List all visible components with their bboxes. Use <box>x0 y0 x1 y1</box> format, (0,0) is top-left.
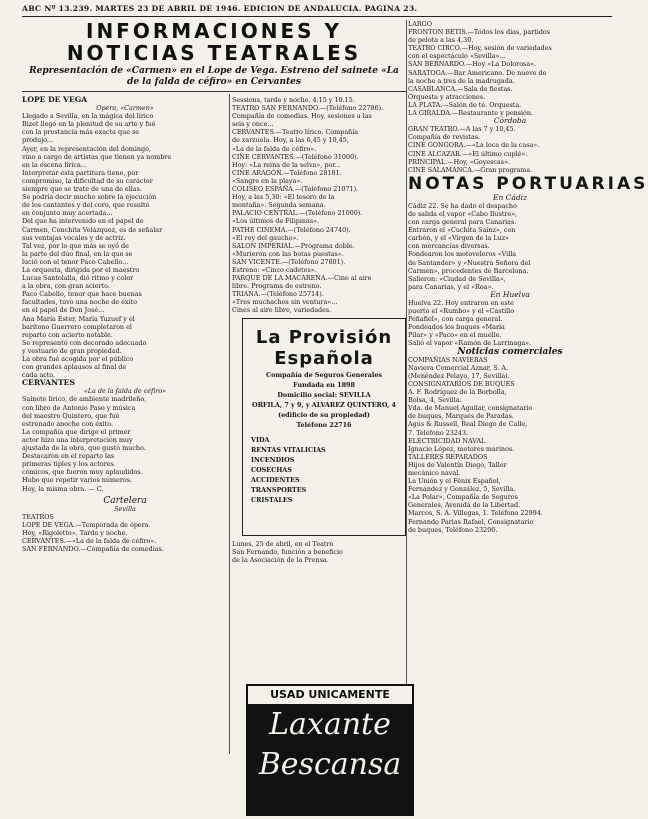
ad-line: COSECHAS <box>251 466 292 474</box>
text-line: «La de la falda de céfiro». <box>232 144 317 153</box>
cartelera-title: Cartelera <box>103 495 147 506</box>
section-subheading: Opera, «Carmen» <box>96 104 154 113</box>
text-line: siempre que se trate de una de ellas. <box>22 185 142 194</box>
text-line: con libro de Antonio Paso y música <box>22 403 136 412</box>
text-line: Huelva 22. Hoy entraron en este <box>408 299 514 307</box>
text-line: reparto con acierto notable. <box>22 330 113 339</box>
text-line: Fondeados los buques «María <box>408 323 505 332</box>
text-line: de Santander» y «Nuestra Señora del <box>408 258 531 267</box>
text-line: CERVANTES.—«La de la falda de céfiro». <box>22 537 157 546</box>
text-line: San Fernando, función a beneficio <box>232 548 343 557</box>
text-line: Interpretar esta partitura tiene, por <box>22 168 139 177</box>
text-line: Vda. de Manuel Aguilar, consignatario <box>408 404 533 413</box>
text-line: Entraron el «Cuchita Sainz», con <box>408 226 516 235</box>
text-line: SAN FERNANDO.—Compañía de comedias. <box>22 545 164 554</box>
ad-line: CRISTALES <box>251 496 293 504</box>
text-line: de pelota a las 4,30. <box>408 36 474 45</box>
text-line: facultades, tuvo una noche de éxito <box>22 298 137 307</box>
text-line: Hijos de Valentín Diego, Taller <box>408 460 507 469</box>
column-theatre-reviews <box>22 96 228 812</box>
ad-laxante-brand-1: Laxante <box>269 707 391 742</box>
column-listings <box>232 96 406 315</box>
cartelera-city: Sevilla <box>114 504 136 513</box>
text-line: A. F. Rodríguez de la Borbolla, <box>408 388 507 397</box>
text-line: Estreno: «Cinco cadetes». <box>232 265 317 274</box>
text-line: SARATOGA.—Bar Americano. De nueve de <box>408 68 547 77</box>
cadiz-heading: En Cádiz <box>492 192 528 202</box>
text-line: Agus & Russell, Real Diego de Calle, <box>408 420 528 429</box>
text-line: TEATRO SAN FERNANDO.—(Teléfono 22786). <box>232 104 384 113</box>
text-line: LARGO <box>408 20 433 28</box>
text-line: CONSIGNATARIOS DE BUQUES <box>408 379 515 388</box>
text-line: Fondearon los motoveleros «Villa <box>408 250 517 259</box>
newspaper-page <box>14 4 648 816</box>
text-line: produjo... <box>22 136 54 145</box>
text-line: TALLERES REPARADOS <box>408 452 488 461</box>
text-line: «Murieron con las botas puestas». <box>232 249 344 258</box>
section-subtitle: Representación de «Carmen» en el Lope de Vega. Estreno del sainete «La de la falda de céfiro» en Cervantes <box>22 66 406 92</box>
text-line: Carmen, Conchita Velázquez, es de señalar <box>22 225 163 234</box>
text-line: Sessions, tarde y noche. 4.15 y 10.15. <box>232 96 355 104</box>
text-line: Cádiz 22. Se ha dado el despacho <box>408 201 517 210</box>
text-line: PATHE CINEMA.—(Teléfono 24740). <box>232 225 351 234</box>
cartelera-list <box>22 513 228 553</box>
text-line: SAN VICENTE.—(Teléfono 27801). <box>232 257 346 266</box>
text-line: «El rey del gaucho». <box>232 233 299 242</box>
text-line: TEATRO CIRCO.—Hoy, sesión de variedades <box>408 44 552 53</box>
text-line: Ignacio López, motores marinos. <box>408 444 515 453</box>
text-line: ELECTRICIDAD NAVAL <box>408 436 486 445</box>
text-line: SALON IMPERIAL.—Programa doble. <box>232 241 355 250</box>
text-line: COMPAÑIAS NAVIERAS <box>408 355 488 364</box>
ad-line: ACCIDENTES <box>251 476 300 484</box>
text-line: CINE ARAGÓN.—Teléfono 28181. <box>232 168 342 177</box>
column-port-notes <box>408 20 648 812</box>
ad-provision-name: La Provisión Española <box>255 327 393 369</box>
text-line: con el espectáculo «Sevilla»... <box>408 52 506 61</box>
text-line: La Unión y el Fénix Español, <box>408 477 501 486</box>
section-heading: CERVANTES <box>22 378 75 388</box>
text-line: compromiso, la dificultad de su carácter <box>22 176 153 185</box>
ad-provision-note: (edificio de su propiedad) <box>278 411 370 419</box>
text-line: CASABLANCA.—Sala de fiestas. <box>408 84 513 93</box>
text-line: Hoy: «La reina de la selva», por... <box>232 160 341 169</box>
port-notes-title: NOTAS PORTUARIAS <box>408 173 648 194</box>
text-line: seis y once... <box>232 120 274 129</box>
text-line: «Tres muchachos sin ventura»... <box>232 298 338 307</box>
listings-lower-body <box>232 540 406 564</box>
text-line: Lunes, 25 de abril, en el Teatro <box>232 540 334 548</box>
text-line: PALACIO CENTRAL.—(Teléfono 21000). <box>232 209 363 218</box>
text-line: «La Polar», Compañía de Seguros <box>408 493 518 502</box>
ad-laxante-brand-2: Bescansa <box>258 747 402 782</box>
text-line: Se podría decir mucho sobre la ejecución <box>22 193 157 202</box>
text-line: PRINCIPAL.—Hoy, «Goyescas». <box>408 157 511 166</box>
text-line: (Menéndez Pelayo, 17, Sevilla). <box>408 371 510 380</box>
text-line: Hoy, la misma obra. — C. <box>22 484 104 493</box>
text-line: en el papel de Don José... <box>22 306 105 315</box>
section-title: INFORMACIONES Y NOTICIAS TEATRALES <box>66 19 362 65</box>
text-line: CERVANTES.—Teatro lírico. Compañía <box>232 128 359 137</box>
text-line: Sainete lírico, de ambiente madrileño, <box>22 395 147 404</box>
text-line: montaña». Segunda semana. <box>232 201 326 210</box>
text-line: y vestuario de gran propiedad. <box>22 346 122 355</box>
venues-list <box>408 20 612 117</box>
page-header: ABC Nº 13.239. MARTES 23 DE ABRIL DE 1946. EDICION DE ANDALUCIA. PAGINA 23. <box>22 4 612 17</box>
text-line: en conjunto muy acertada... <box>22 209 113 218</box>
text-line: estrenado anoche con éxito. <box>22 419 113 428</box>
text-line: PARQUE DE LA MACARENA.—Cine al aire <box>232 274 372 283</box>
column-rule <box>229 94 230 754</box>
text-line: Bizet llegó en la plenitud de su arte y fué <box>22 120 156 129</box>
text-line: Hubo que repetir varios números. <box>22 476 133 485</box>
listings-body <box>232 96 406 315</box>
text-line: Del que ha intervenido en el papel de <box>22 217 144 226</box>
text-line: lució con el tenor Paco Cabello... <box>22 257 129 266</box>
text-line: Bolsa, 4, Sevilla. <box>408 396 462 405</box>
section-heading: LOPE DE VEGA <box>22 95 88 104</box>
text-line: La obra fué acogida por el público <box>22 355 134 363</box>
text-line: de salida el vapor «Cabo Ilustre», <box>408 209 518 218</box>
ad-laxante-bescansa <box>246 684 414 816</box>
ad-line: RENTAS VITALICIAS <box>251 446 326 454</box>
text-line: de la Asociación de la Prensa. <box>232 556 329 565</box>
text-line: cómicos, que fueron muy aplaudidos. <box>22 468 143 477</box>
text-line: con carga general para Canarias. <box>408 218 517 227</box>
text-line: Paco Cabello, tenor que hace buenas <box>22 290 142 299</box>
text-line: con mercancías diversas. <box>408 242 490 251</box>
text-line: Compañía de revistas. <box>408 133 481 142</box>
text-line: SAN BERNARDO.—Hoy «La Dolorosa». <box>408 60 537 69</box>
text-line: Ana María Ester, María Yuzuef y el <box>22 314 135 323</box>
column-listings-lower <box>232 540 406 680</box>
cordoba-list <box>408 125 612 174</box>
text-line: de zarzuela. Hoy, a las 6,45 y 10,45, <box>232 136 349 145</box>
cordoba-heading: Córdoba <box>493 116 527 126</box>
text-line: la parte del dúo final, en la que se <box>22 249 133 258</box>
text-line: actor hizo una interpretación muy <box>22 435 133 444</box>
text-line: de los cantantes y del coro, que resultó <box>22 201 150 210</box>
cadiz-list <box>408 202 612 291</box>
text-line: Carmen», procedentes de Barcelona. <box>408 266 529 275</box>
text-line: Tal vez, por lo que más se oyó de <box>22 241 129 250</box>
text-line: Peñafiel», con carga general. <box>408 315 503 324</box>
text-line: a la obra, con gran acierto. <box>22 282 110 291</box>
text-line: con la prestancia más exacta que se <box>22 128 140 137</box>
text-line: en la escena lírica... <box>22 160 87 169</box>
section-subheading: «La de la falda de céfiro» <box>83 387 167 396</box>
text-line: GRAN TEATRO.—A las 7 y 10,45. <box>408 125 516 134</box>
text-line: La compañía que dirige el primer <box>22 427 131 436</box>
text-line: TRIANA.—(Teléfono 25714). <box>232 290 324 299</box>
ad-provision-address: ORFILA, 7 y 9, y ALVAREZ QUINTERO, 4 <box>252 401 396 409</box>
ad-line: TRANSPORTES <box>251 486 307 494</box>
text-line: Naviera Comercial Aznar, S. A. <box>408 363 509 372</box>
text-line: Destacaron en el reparto las <box>22 452 115 461</box>
text-line: Pilar» y «Paco» en el muelle. <box>408 331 502 340</box>
text-line: Orquesta y atracciones. <box>408 92 486 101</box>
text-line: CINE SALAMANCA.—Gran programa. <box>408 165 533 174</box>
text-line: Generales, Avenida de la Libertad. <box>408 501 521 510</box>
text-line: libre. Programa de estreno. <box>232 282 322 291</box>
text-line: mecánico naval. <box>408 468 461 477</box>
ad-provision-domicile: Domicilio social: SEVILLA <box>277 391 371 399</box>
text-line: TEATROS <box>22 512 54 521</box>
text-line: Llegado a Sevilla, en la mágica del lírico <box>22 112 154 121</box>
text-line: sus ventajas vocales y de actriz. <box>22 233 126 242</box>
text-line: Salió el vapor «Ramón de Larrinaga». <box>408 339 532 348</box>
text-line: CINE GONGORA.—«La loca de la casa». <box>408 141 540 150</box>
text-line: Cines al aire libre, variedades. <box>232 306 332 315</box>
text-line: primeras tiples y los actores <box>22 460 114 469</box>
text-line: la noche a tres de la madrugada. <box>408 76 515 85</box>
ad-laxante-top: USAD UNICAMENTE <box>248 686 412 705</box>
text-line: Hoy, a las 5,30: «El tesoro de la <box>232 193 335 202</box>
ad-provision-founded: Fundada en 1898 <box>293 381 355 389</box>
text-line: del maestro Quintero, que fué <box>22 411 120 420</box>
text-line: barítono Guerrero completaron el <box>22 322 132 331</box>
text-line: La orquesta, dirigida por el maestro <box>22 265 140 274</box>
text-line: «Los últimos de Filipinas». <box>232 217 320 226</box>
text-line: con grandes aplausos al final de <box>22 363 127 372</box>
ad-provision-company: Compañía de Seguros Generales <box>265 371 382 379</box>
text-line: Fernández y González, 5, Sevilla. <box>408 485 516 494</box>
text-line: Marcos, S. A. Villegas, 1. Teléfono 22994. <box>408 509 543 518</box>
text-line: LA GIRALDA.—Restaurante y pensión. <box>408 109 534 118</box>
text-line: de buques, Marqués de Paradas. <box>408 412 514 421</box>
ad-line: VIDA <box>251 436 270 444</box>
text-line: Compañía de comedias. Hoy, sesiones a las <box>232 112 372 121</box>
huelva-list <box>408 299 612 348</box>
text-line: LA PLATA.—Salón de té. Orquesta. <box>408 100 522 109</box>
text-line: FRONTON BETIS.—Todos los días, partidos <box>408 28 551 37</box>
text-line: ajustada de la obra, que gustó mucho. <box>22 444 146 453</box>
text-line: de buques, Teléfono 23206. <box>408 525 498 534</box>
text-line: cada acto. <box>22 371 56 380</box>
huelva-heading: En Huelva <box>490 289 530 299</box>
ad-provision-espanola <box>242 318 406 536</box>
text-line: puerto el «Rumbo» y el «Castillo <box>408 307 515 316</box>
article-body <box>22 112 228 379</box>
text-line: carbón, y el «Virgen de la Luz» <box>408 234 510 243</box>
ad-provision-phone: Teléfono 22716 <box>296 421 352 429</box>
ad-line: INCENDIOS <box>251 456 295 464</box>
article-body <box>22 395 228 492</box>
commercial-list <box>408 356 612 534</box>
text-line: «Sangre en la playa». <box>232 176 303 185</box>
text-line: Ayer, en la representación del domingo, <box>22 144 151 153</box>
text-line: Lucas Santolalla, dió ritmo y color <box>22 274 134 283</box>
text-line: vino a cargo de artistas que tienen ya nombre <box>22 152 172 161</box>
text-line: para Canarias, y el «Roa». <box>408 282 494 291</box>
text-line: COLISEO ESPAÑA.—(Teléfono 21071). <box>232 185 359 194</box>
text-line: Salieron: «Ciudad de Sevilla», <box>408 274 506 283</box>
text-line: Se representó con decorado adecuado <box>22 338 147 347</box>
commercial-heading: Noticias comerciales <box>457 346 563 357</box>
text-line: Hoy, «Rigoletto». Tarde y noche. <box>22 528 128 537</box>
text-line: LOPE DE VEGA.—Temporada de ópera. <box>22 520 151 529</box>
text-line: Fernando Parias Rafael, Consignatario <box>408 517 534 526</box>
text-line: CINE CERVANTES.—(Teléfono 31000). <box>232 152 359 161</box>
ad-provision-lines <box>251 435 326 505</box>
text-line: 7. Teléfono 23243. <box>408 428 469 437</box>
text-line: CINE ALCAZAR.—«El último cuplé». <box>408 149 528 158</box>
